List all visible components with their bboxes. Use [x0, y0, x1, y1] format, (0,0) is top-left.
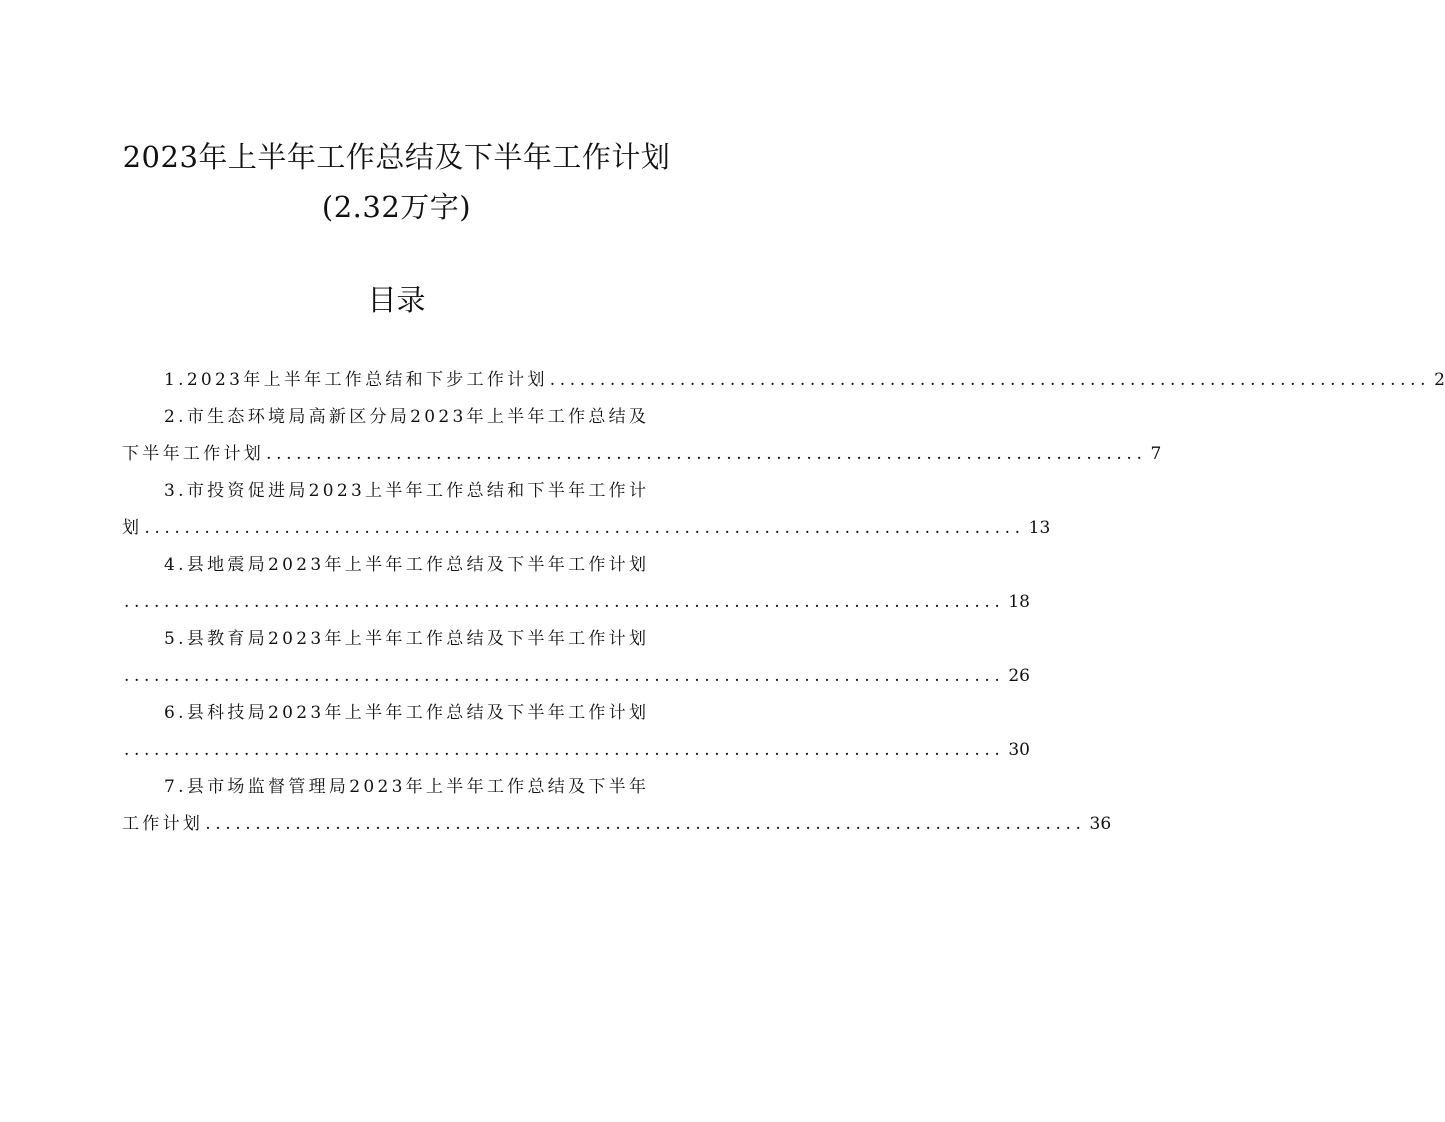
toc-leader-dots: ........................................................................................ [124, 740, 1005, 760]
toc-page-number: 26 [1008, 666, 1030, 686]
toc-entry-6-continuation[interactable] [122, 732, 1030, 769]
toc-entry-title: 5.县教育局2023年上半年工作总结及下半年工作计划 [164, 629, 650, 649]
toc-entry-3-continuation[interactable] [122, 510, 1051, 547]
toc-entry-3[interactable] [122, 473, 672, 510]
title-line-2: (2.32万字) [321, 190, 472, 224]
toc-page-number: 2 [1434, 370, 1445, 390]
table-of-contents [122, 362, 1445, 843]
toc-entry-title: 2.市生态环境局高新区分局2023年上半年工作总结及 [164, 407, 650, 427]
toc-entry-1[interactable] [122, 362, 1445, 399]
toc-entry-title: 1.2023年上半年工作总结和下步工作计划 [164, 370, 548, 390]
toc-page-number: 36 [1089, 814, 1112, 834]
toc-entry-4[interactable] [122, 547, 672, 584]
toc-leader-dots: ........................................................................................ [549, 370, 1431, 390]
toc-page-number: 13 [1028, 518, 1051, 538]
toc-entry-title: 7.县市场监督管理局2023年上半年工作总结及下半年 [164, 777, 650, 797]
toc-heading: 目录 [367, 283, 426, 317]
toc-entry-title: 6.县科技局2023年上半年工作总结及下半年工作计划 [164, 703, 650, 723]
toc-entry-2[interactable] [122, 399, 672, 436]
toc-entry-5-continuation[interactable] [122, 658, 1030, 695]
toc-entry-7[interactable] [122, 769, 672, 806]
toc-entry-title-continuation: 下半年工作计划 [122, 444, 265, 464]
toc-page-number: 18 [1008, 592, 1030, 612]
toc-entry-title: 4.县地震局2023年上半年工作总结及下半年工作计划 [164, 555, 650, 575]
toc-leader-dots: ........................................................................................ [124, 592, 1005, 612]
toc-page-number: 7 [1150, 444, 1162, 464]
toc-entry-title: 3.市投资促进局2023上半年工作总结和下半年工作计 [164, 481, 650, 501]
toc-leader-dots: ........................................................................................ [205, 814, 1086, 834]
toc-entry-5[interactable] [122, 621, 672, 658]
document-title [0, 132, 793, 232]
toc-leader-dots: ........................................................................................ [124, 666, 1005, 686]
toc-entry-title-continuation: 划 [122, 518, 143, 538]
toc-entry-6[interactable] [122, 695, 672, 732]
toc-entry-2-continuation[interactable] [122, 436, 1162, 473]
toc-leader-dots: ........................................................................................ [266, 444, 1147, 464]
toc-page-number: 30 [1008, 740, 1030, 760]
toc-leader-dots: ........................................................................................ [144, 518, 1025, 538]
title-line-1: 2023年上半年工作总结及下半年工作计划 [122, 140, 671, 174]
toc-entry-4-continuation[interactable] [122, 584, 1030, 621]
toc-entry-7-continuation[interactable] [122, 806, 1112, 843]
toc-entry-title-continuation: 工作计划 [122, 814, 204, 834]
